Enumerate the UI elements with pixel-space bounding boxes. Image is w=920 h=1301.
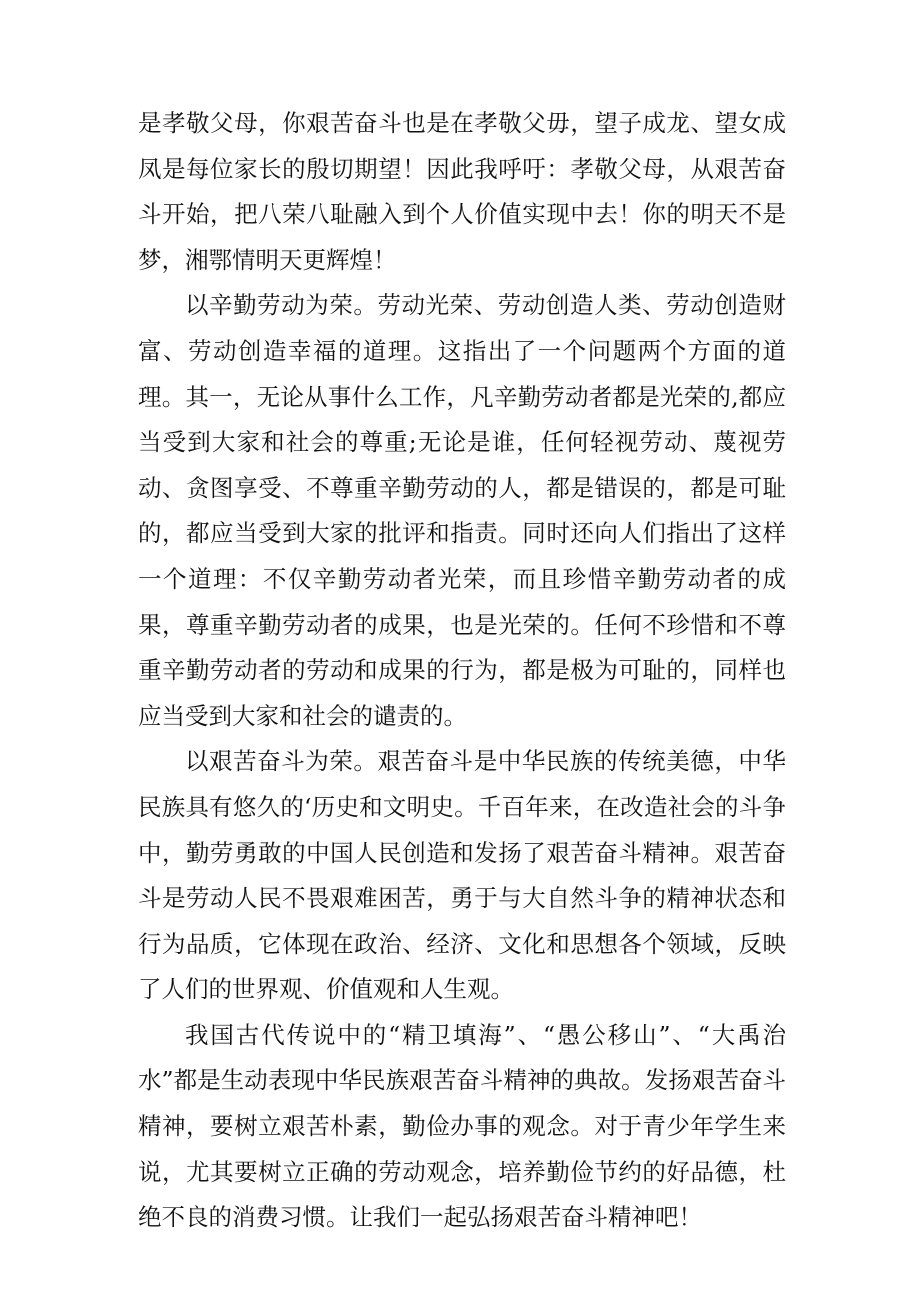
document-body bbox=[138, 101, 786, 1241]
paragraph-diligent-labor: 以辛勤劳动为荣。劳动光荣、劳动创造人类、劳动创造财富、劳动创造幸福的道理。这指出了一个问题两个方面的道理。其一，无论从事什么工作，凡辛勤劳动者都是光荣的,都应当受到大家和社会的尊重;无论是谁，任何轻视劳动、蔑视劳动、贪图享受、不尊重辛勤劳动的人，都是错误的，都是可耻的，都应当受到大家的批评和指责。同时还向人们指出了这样一个道理：不仅辛勤劳动者光荣，而且珍惜辛勤劳动者的成果，尊重辛勤劳动者的成果，也是光荣的。任何不珍惜和不尊重辛勤劳动者的劳动和成果的行为，都是极为可耻的，同样也应当受到大家和社会的谴责的。 bbox=[138, 291, 786, 730]
paragraph-continuation: 是孝敬父母，你艰苦奋斗也是在孝敬父毋，望子成龙、望女成凤是每位家长的殷切期望！因此我呼吁：孝敬父母，从艰苦奋斗开始，把八荣八耻融入到个人价值实现中去！你的明天不是梦，湘鄂情明天更辉煌！ bbox=[138, 109, 786, 274]
paragraph-ancient-legends: 我国古代传说中的“精卫填海”、“愚公移山”、“大禹治水”都是生动表现中华民族艰苦奋斗精神的典故。发扬艰苦奋斗精神，要树立艰苦朴素，勤俭办事的观念。对于青少年学生来说，尤其要树立正确的劳动观念，培养勤俭节约的好品德，杜绝不良的消费习惯。让我们一起弘扬艰苦奋斗精神吧！ bbox=[138, 1020, 786, 1232]
paragraph-hard-struggle: 以艰苦奋斗为荣。艰苦奋斗是中华民族的传统美德，中华民族具有悠久的‘历史和文明史。千百年来，在改造社会的斗争中，勤劳勇敢的中国人民创造和发扬了艰苦奋斗精神。艰苦奋斗是劳动人民不畏艰难困苦，勇于与大自然斗争的精神状态和行为品质，它体现在政治、经济、文化和思想各个领域，反映了人们的世界观、价值观和人生观。 bbox=[138, 747, 786, 1004]
